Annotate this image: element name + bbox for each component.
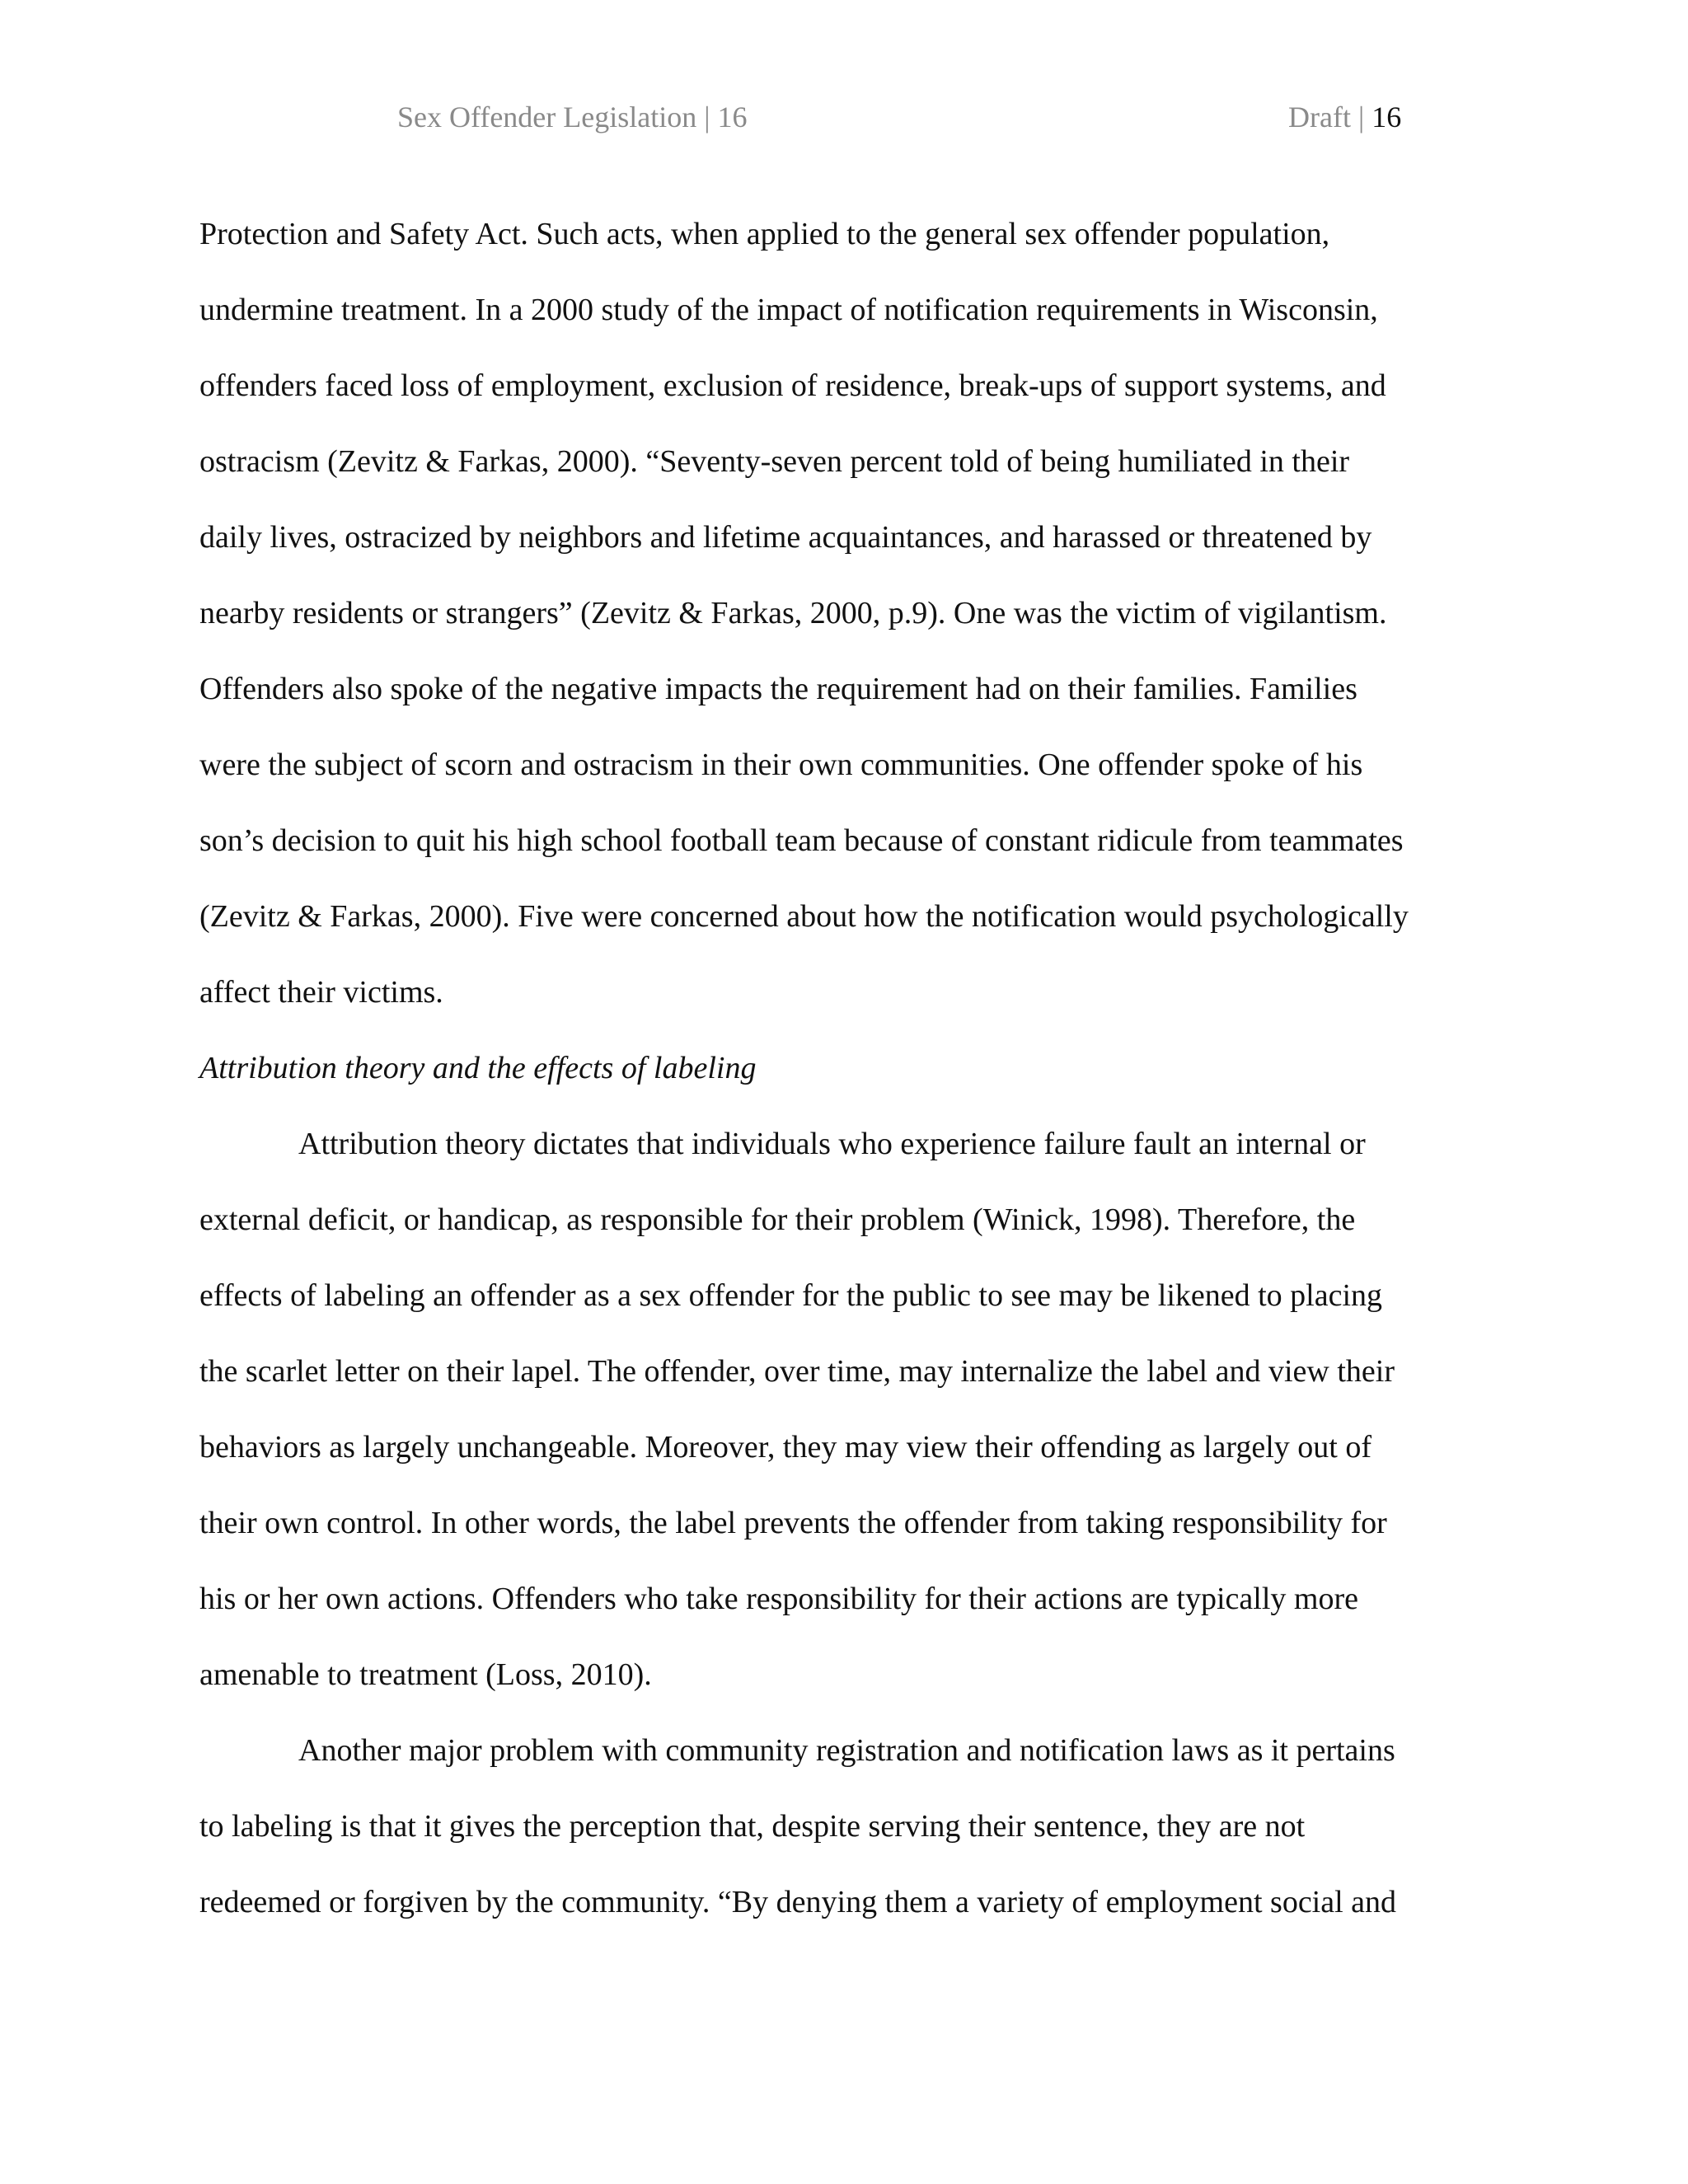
draft-label: Draft bbox=[1288, 101, 1351, 134]
body-line: external deficit, or handicap, as responsible for their problem (Winick, 1998). Therefore, the bbox=[199, 1202, 1356, 1237]
header-separator: | bbox=[1357, 101, 1365, 134]
body-line: effects of labeling an offender as a sex offender for the public to see may be likened to placing bbox=[199, 1278, 1383, 1313]
body-line: to labeling is that it gives the perception that, despite serving their sentence, they are not bbox=[199, 1809, 1306, 1844]
body-line: Another major problem with community registration and notification laws as it pertains bbox=[298, 1733, 1395, 1768]
body-line: ostracism (Zevitz & Farkas, 2000). “Seventy-seven percent told of being humiliated in their bbox=[199, 444, 1350, 479]
body-line: the scarlet letter on their lapel. The offender, over time, may internalize the label and view their bbox=[199, 1354, 1395, 1389]
body-line: Offenders also spoke of the negative impacts the requirement had on their families. Families bbox=[199, 672, 1357, 706]
body-line: offenders faced loss of employment, exclusion of residence, break-ups of support systems, and bbox=[199, 368, 1386, 403]
body-line: behaviors as largely unchangeable. Moreover, they may view their offending as largely out of bbox=[199, 1430, 1372, 1465]
running-head bbox=[397, 97, 747, 137]
body-line: Protection and Safety Act. Such acts, when applied to the general sex offender population, bbox=[199, 217, 1330, 251]
body-line: Attribution theory dictates that individuals who experience failure fault an internal or bbox=[298, 1127, 1366, 1161]
body-line: redeemed or forgiven by the community. “By denying them a variety of employment social and bbox=[199, 1885, 1397, 1919]
body-line: were the subject of scorn and ostracism in their own communities. One offender spoke of his bbox=[199, 748, 1363, 782]
body-line: nearby residents or strangers” (Zevitz & Farkas, 2000, p.9). One was the victim of vigilantism. bbox=[199, 596, 1387, 630]
page-number: 16 bbox=[1372, 101, 1402, 134]
body-line: his or her own actions. Offenders who take responsibility for their actions are typically more bbox=[199, 1582, 1358, 1616]
running-head-text: Sex Offender Legislation | 16 bbox=[397, 101, 748, 134]
body-line: undermine treatment. In a 2000 study of the impact of notification requirements in Wisconsin, bbox=[199, 293, 1378, 327]
body-text bbox=[199, 196, 1502, 1940]
body-line: son’s decision to quit his high school football team because of constant ridicule from teammates bbox=[199, 823, 1404, 858]
body-line: their own control. In other words, the label prevents the offender from taking responsibility for bbox=[199, 1506, 1387, 1540]
body-line: amenable to treatment (Loss, 2010). bbox=[199, 1657, 652, 1692]
body-line: (Zevitz & Farkas, 2000). Five were concerned about how the notification would psychologically bbox=[199, 899, 1409, 934]
page-header-right bbox=[1288, 97, 1401, 137]
body-line: daily lives, ostracized by neighbors and lifetime acquaintances, and harassed or threatened by bbox=[199, 520, 1372, 555]
body-line: affect their victims. bbox=[199, 975, 443, 1010]
section-heading: Attribution theory and the effects of labeling bbox=[199, 1051, 757, 1085]
